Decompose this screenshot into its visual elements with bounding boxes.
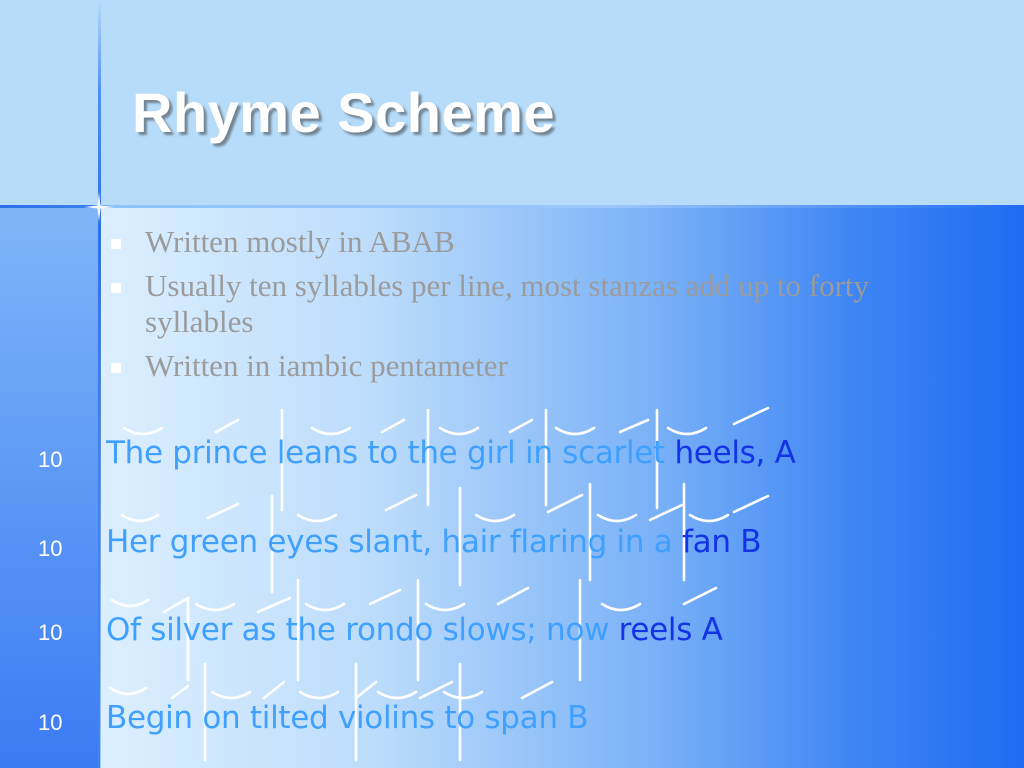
bullet-item xyxy=(105,348,985,384)
horizontal-accent-line xyxy=(0,205,1024,208)
poem-line-text: Begin on tilted violins to span B xyxy=(106,700,589,736)
rhyme-word: fan B xyxy=(682,524,762,560)
bullet-item xyxy=(105,268,985,340)
poem-line xyxy=(106,524,761,560)
rhyme-word: reels A xyxy=(618,612,723,648)
rhyme-word: heels, A xyxy=(674,435,796,471)
syllable-count: 10 xyxy=(38,710,63,735)
bullet-text: Written mostly in ABAB xyxy=(145,224,455,259)
syllable-count: 10 xyxy=(38,620,63,645)
bullet-square-icon xyxy=(111,239,121,249)
slide-background-left xyxy=(0,207,100,768)
poem-line-text: The prince leans to the girl in scarlet xyxy=(106,435,675,471)
poem-line-text: Of silver as the rondo slows; now xyxy=(106,612,619,648)
vertical-accent-line xyxy=(98,0,101,768)
syllable-count: 10 xyxy=(38,536,63,561)
poem-line xyxy=(106,612,723,648)
slide-title: Rhyme Scheme xyxy=(132,81,556,144)
poem-line xyxy=(106,435,796,471)
bullet-list xyxy=(105,224,985,392)
sparkle-icon xyxy=(84,192,114,222)
bullet-square-icon xyxy=(111,283,121,293)
syllable-count: 10 xyxy=(38,447,63,472)
bullet-text: Written in iambic pentameter xyxy=(145,348,508,383)
poem-line-text: Her green eyes slant, hair flaring in a xyxy=(106,524,683,560)
bullet-item xyxy=(105,224,985,260)
poem-line xyxy=(106,700,588,736)
bullet-text: Usually ten syllables per line, most stanzas add up to forty syllables xyxy=(145,268,870,339)
bullet-square-icon xyxy=(111,363,121,373)
